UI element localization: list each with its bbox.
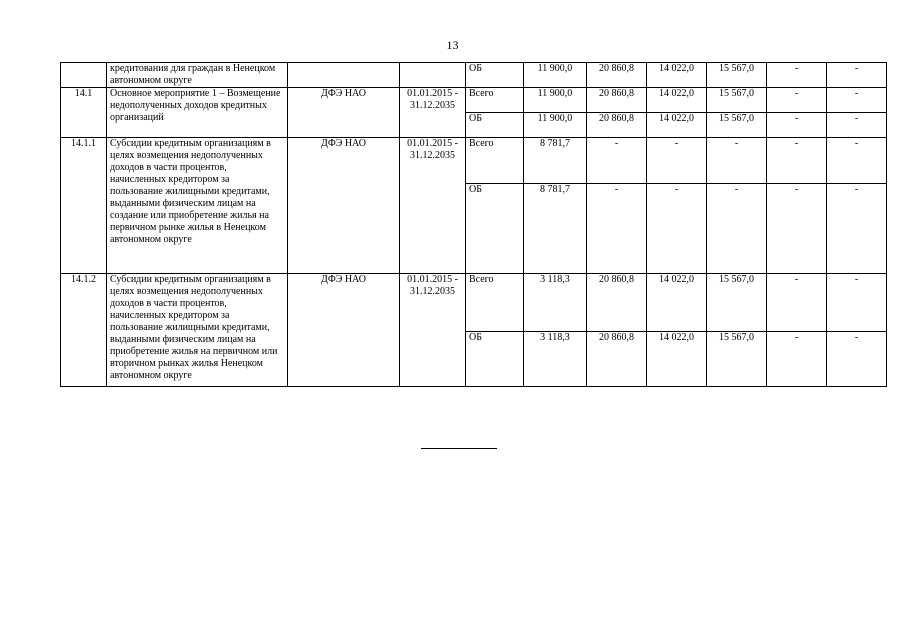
- funding-value: 15 567,0: [707, 63, 767, 88]
- row-name: кредитования для граждан в Ненецком автономном округе: [107, 63, 288, 88]
- funding-value: 11 900,0: [524, 113, 587, 138]
- table-row: [61, 63, 887, 88]
- funding-source: Всего: [466, 88, 524, 113]
- funding-value: 14 022,0: [647, 332, 707, 387]
- funding-source: ОБ: [466, 332, 524, 387]
- funding-value: 14 022,0: [647, 88, 707, 113]
- row-name: Субсидии кредитным организациям в целях возмещения недополученных доходов в части процентов, начисленных кредитором за пользование жилищными кредитами, выданными физическим лицам на приобретение жилья на первичном или вторичном рынках жилья Ненецком автономном округе: [107, 274, 288, 387]
- funding-value: -: [827, 88, 887, 113]
- funding-value: 20 860,8: [587, 274, 647, 332]
- funding-value: -: [767, 113, 827, 138]
- row-executor: ДФЭ НАО: [288, 138, 400, 274]
- funding-value: -: [827, 63, 887, 88]
- funding-value: -: [647, 138, 707, 184]
- row-number: 14.1: [61, 88, 107, 138]
- funding-value: 3 118,3: [524, 274, 587, 332]
- funding-value: -: [767, 332, 827, 387]
- page-number: 13: [446, 38, 459, 52]
- funding-value: 11 900,0: [524, 63, 587, 88]
- funding-value: 20 860,8: [587, 332, 647, 387]
- row-number: [61, 63, 107, 88]
- budget-table: [60, 62, 887, 387]
- funding-value: 14 022,0: [647, 274, 707, 332]
- funding-value: -: [707, 138, 767, 184]
- funding-value: -: [767, 63, 827, 88]
- funding-value: 20 860,8: [587, 63, 647, 88]
- row-period: 01.01.2015 - 31.12.2035: [400, 138, 466, 274]
- funding-value: 3 118,3: [524, 332, 587, 387]
- funding-source: Всего: [466, 138, 524, 184]
- funding-value: 8 781,7: [524, 184, 587, 274]
- row-period: [400, 63, 466, 88]
- funding-value: -: [767, 274, 827, 332]
- funding-value: 20 860,8: [587, 88, 647, 113]
- table-row: [61, 138, 887, 184]
- funding-value: -: [767, 184, 827, 274]
- funding-value: 20 860,8: [587, 113, 647, 138]
- funding-value: -: [827, 184, 887, 274]
- row-number: 14.1.1: [61, 138, 107, 274]
- funding-value: 15 567,0: [707, 113, 767, 138]
- funding-source: Всего: [466, 274, 524, 332]
- funding-value: -: [767, 88, 827, 113]
- row-executor: ДФЭ НАО: [288, 274, 400, 387]
- row-executor: ДФЭ НАО: [288, 88, 400, 138]
- funding-value: -: [707, 184, 767, 274]
- funding-source: ОБ: [466, 184, 524, 274]
- funding-value: -: [587, 184, 647, 274]
- funding-source: ОБ: [466, 63, 524, 88]
- funding-value: 15 567,0: [707, 88, 767, 113]
- funding-value: 15 567,0: [707, 332, 767, 387]
- funding-value: 14 022,0: [647, 113, 707, 138]
- row-name: Основное мероприятие 1 – Возмещение недополученных доходов кредитных организаций: [107, 88, 288, 138]
- row-period: 01.01.2015 - 31.12.2035: [400, 88, 466, 138]
- row-executor: [288, 63, 400, 88]
- budget-table-body: [61, 63, 887, 387]
- row-period: 01.01.2015 - 31.12.2035: [400, 274, 466, 387]
- funding-value: -: [647, 184, 707, 274]
- funding-value: -: [827, 274, 887, 332]
- funding-value: 11 900,0: [524, 88, 587, 113]
- table-row: [61, 88, 887, 113]
- funding-value: -: [827, 113, 887, 138]
- row-number: 14.1.2: [61, 274, 107, 387]
- funding-value: -: [827, 138, 887, 184]
- funding-value: -: [767, 138, 827, 184]
- funding-source: ОБ: [466, 113, 524, 138]
- row-name: Субсидии кредитным организациям в целях возмещения недополученных доходов в части процентов, начисленных кредитором за пользование жилищными кредитами, выданными физическим лицам на создание или приобретение жилья на первичном рынке жилья в Ненецком автономном округе: [107, 138, 288, 274]
- funding-value: 8 781,7: [524, 138, 587, 184]
- funding-value: -: [587, 138, 647, 184]
- funding-value: 15 567,0: [707, 274, 767, 332]
- separator-line: [421, 448, 497, 449]
- table-row: [61, 274, 887, 332]
- funding-value: 14 022,0: [647, 63, 707, 88]
- funding-value: -: [827, 332, 887, 387]
